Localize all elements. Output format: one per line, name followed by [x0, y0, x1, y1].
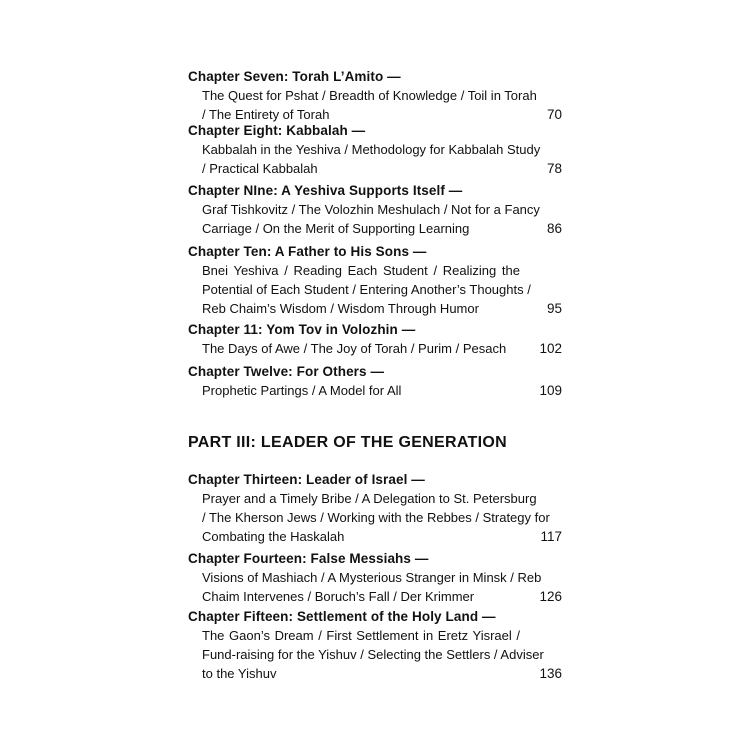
toc-entry-chapter-fifteen — [188, 607, 562, 683]
page-number: 86 — [546, 221, 562, 236]
page-number: 126 — [539, 589, 562, 604]
subtopic-line: Reb Chaim’s Wisdom / Wisdom Through Humor — [202, 301, 479, 316]
page-number: 136 — [539, 666, 562, 681]
chapter-subtopics — [188, 140, 541, 178]
chapter-title: Chapter 11: Yom Tov in Volozhin — — [188, 322, 416, 337]
subtopic-line: Bnei Yeshiva / Reading Each Student / Realizing the — [202, 263, 520, 278]
chapter-title: Chapter Fourteen: False Messiahs — — [188, 551, 429, 566]
page-number: 95 — [546, 301, 562, 316]
page-number: 78 — [546, 161, 562, 176]
chapter-title: Chapter Twelve: For Others — — [188, 364, 385, 379]
subtopic-line: Prayer and a Timely Bribe / A Delegation to St. Petersburg — [202, 491, 537, 506]
toc-entry-chapter-ten — [188, 242, 562, 318]
subtopic-line: Graf Tishkovitz / The Volozhin Meshulach / Not for a Fancy — [202, 202, 540, 217]
chapter-subtopics — [188, 489, 550, 546]
page-number: 109 — [539, 383, 562, 398]
page-number: 117 — [540, 529, 562, 544]
toc-entry-chapter-twelve — [188, 362, 562, 400]
subtopic-line: Prophetic Partings / A Model for All — [202, 383, 402, 398]
chapter-subtopics — [188, 626, 544, 683]
subtopic-line: Fund-raising for the Yishuv / Selecting the Settlers / Adviser — [202, 647, 544, 662]
subtopic-line: / The Entirety of Torah — [202, 107, 330, 122]
subtopic-line: The Quest for Pshat / Breadth of Knowledge / Toil in Torah — [202, 88, 537, 103]
chapter-title: Chapter Seven: Torah L’Amito — — [188, 69, 401, 84]
chapter-subtopics — [188, 568, 542, 606]
subtopic-line: / Practical Kabbalah — [202, 161, 318, 176]
subtopic-line: / The Kherson Jews / Working with the Rebbes / Strategy for — [202, 510, 550, 525]
chapter-title: Chapter NIne: A Yeshiva Supports Itself — — [188, 183, 463, 198]
chapter-subtopics — [188, 261, 531, 318]
subtopic-line: The Gaon’s Dream / First Settlement in Eretz Yisrael / — [202, 628, 520, 643]
toc-entry-chapter-nine — [188, 181, 562, 238]
chapter-title: Chapter Thirteen: Leader of Israel — — [188, 472, 425, 487]
chapter-subtopics — [188, 381, 520, 400]
subtopic-line: Carriage / On the Merit of Supporting Learning — [202, 221, 470, 236]
chapter-title: Chapter Ten: A Father to His Sons — — [188, 244, 427, 259]
part-heading: PART III: LEADER OF THE GENERATION — [188, 434, 507, 451]
chapter-subtopics — [188, 200, 540, 238]
toc-entry-chapter-thirteen — [188, 470, 562, 546]
toc-entry-chapter-seven — [188, 67, 562, 124]
subtopic-line: Chaim Intervenes / Boruch’s Fall / Der Krimmer — [202, 589, 475, 604]
toc-entry-chapter-eleven — [188, 320, 562, 358]
chapter-title: Chapter Fifteen: Settlement of the Holy Land — — [188, 609, 496, 624]
subtopic-line: to the Yishuv — [202, 666, 277, 681]
page-number: 70 — [546, 107, 562, 122]
toc-entry-chapter-fourteen — [188, 549, 562, 606]
subtopic-line: Combating the Haskalah — [202, 529, 345, 544]
chapter-title: Chapter Eight: Kabbalah — — [188, 123, 366, 138]
chapter-subtopics — [188, 86, 537, 124]
toc-entry-chapter-eight — [188, 121, 562, 178]
page-number: 102 — [539, 341, 562, 356]
subtopic-line: The Days of Awe / The Joy of Torah / Purim / Pesach — [202, 341, 507, 356]
subtopic-line: Visions of Mashiach / A Mysterious Stranger in Minsk / Reb — [202, 570, 542, 585]
subtopic-line: Kabbalah in the Yeshiva / Methodology for Kabbalah Study — [202, 142, 541, 157]
chapter-subtopics — [188, 339, 520, 358]
subtopic-line: Potential of Each Student / Entering Another’s Thoughts / — [202, 282, 531, 297]
